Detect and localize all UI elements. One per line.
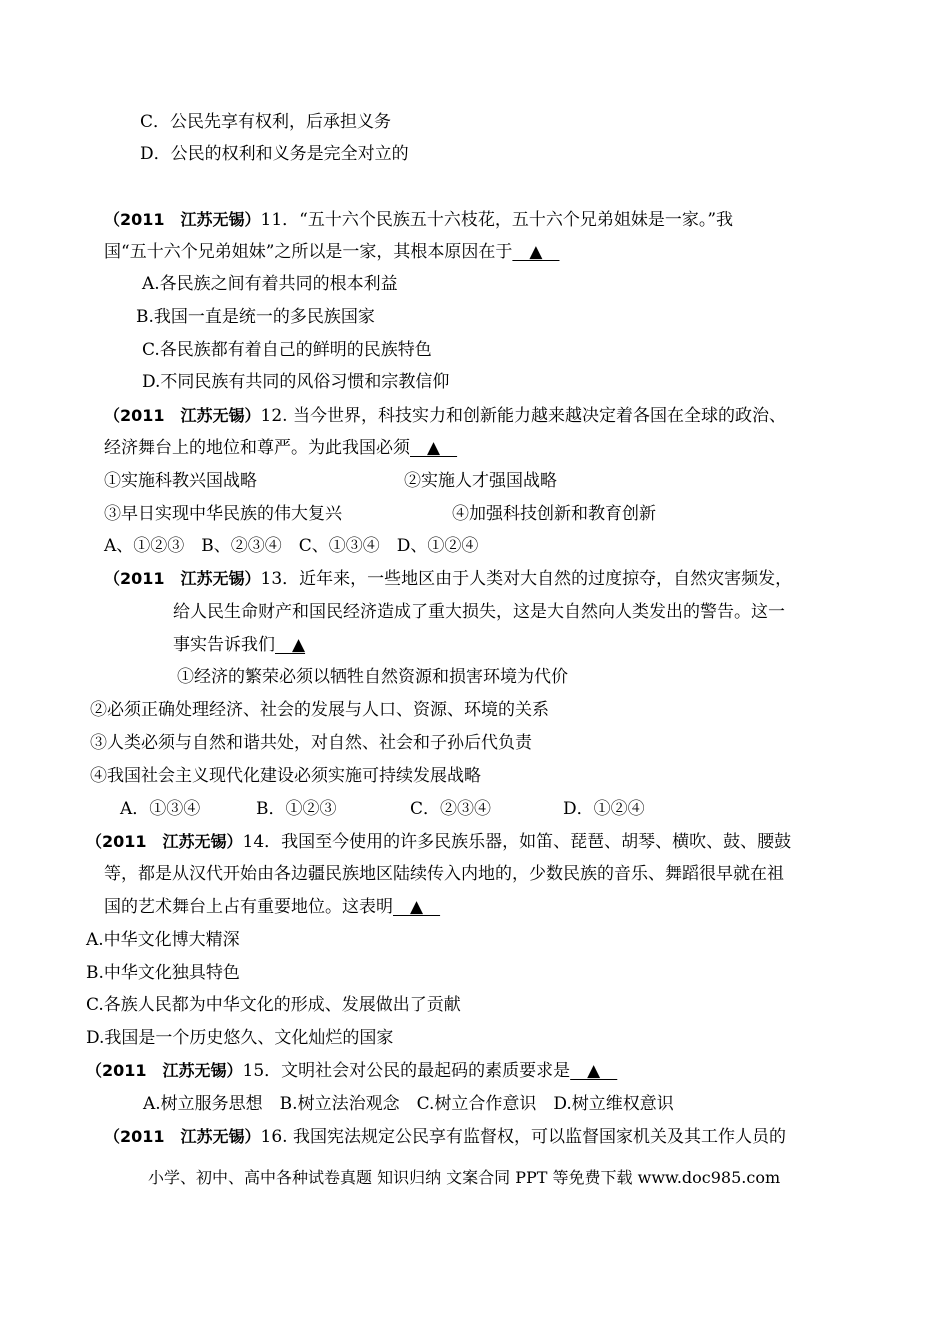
q12-answer-blank: ▲ — [410, 438, 458, 458]
q12-item-1: ①实施科教兴国战略 — [104, 471, 257, 491]
q16-source: （2011 江苏无锡） — [104, 1127, 261, 1146]
q13-choice-d: D．①②④ — [563, 799, 645, 819]
q11-option-b: B.我国一直是统一的多民族国家 — [136, 307, 375, 327]
q11-option-d: D.不同民族有共同的风俗习惯和宗教信仰 — [142, 372, 450, 392]
q14-stem-3: 国的艺术舞台上占有重要地位。这表明 — [104, 897, 393, 917]
q13-answer-blank: ▲ — [275, 635, 306, 655]
q10-option-d: D．公民的权利和义务是完全对立的 — [140, 144, 409, 164]
q13-item-4: ④我国社会主义现代化建设必须实施可持续发展战略 — [90, 766, 481, 786]
q12-source: （2011 江苏无锡） — [104, 406, 261, 425]
q13-item-3: ③人类必须与自然和谐共处，对自然、社会和子孙后代负责 — [90, 733, 532, 753]
q14-option-a: A.中华文化博大精深 — [86, 930, 240, 950]
q16-stem-line — [104, 1125, 786, 1149]
q11-option-a: A.各民族之间有着共同的根本利益 — [142, 274, 398, 294]
page-footer: 小学、初中、高中各种试卷真题 知识归纳 文案合同 PPT 等免费下载 www.doc985.com — [148, 1168, 781, 1187]
q14-option-c: C.各族人民都为中华文化的形成、发展做出了贡献 — [86, 995, 461, 1015]
q15-stem-line — [86, 1059, 617, 1083]
q13-choice-a: A．①③④ — [120, 799, 201, 819]
q11-stem-1: 11．“五十六个民族五十六枝花，五十六个兄弟姐妹是一家。”我 — [260, 210, 734, 230]
q11-option-c: C.各民族都有着自己的鲜明的民族特色 — [142, 340, 432, 360]
q12-item-4: ④加强科技创新和教育创新 — [452, 504, 656, 524]
q11-source: （2011 江苏无锡） — [104, 210, 261, 229]
q14-option-b: B.中华文化独具特色 — [86, 963, 240, 983]
q11-stem-line-2 — [104, 240, 559, 264]
q13-choice-c: C．②③④ — [410, 799, 492, 819]
q10-option-c: C．公民先享有权利，后承担义务 — [140, 112, 392, 132]
q12-item-3: ③早日实现中华民族的伟大复兴 — [104, 504, 342, 524]
q13-stem-3: 事实告诉我们 — [173, 635, 275, 655]
q12-item-2: ②实施人才强国战略 — [404, 471, 557, 491]
q14-answer-blank: ▲ — [393, 897, 441, 917]
q12-stem-line-2 — [104, 436, 457, 460]
q13-choice-b: B．①②③ — [256, 799, 337, 819]
q12-stem-line-1 — [104, 404, 786, 428]
q15-source: （2011 江苏无锡） — [86, 1061, 243, 1080]
q15-answer-blank: ▲ — [570, 1061, 618, 1081]
q13-source: （2011 江苏无锡） — [104, 569, 261, 588]
q13-item-1: ①经济的繁荣必须以牺牲自然资源和损害环境为代价 — [177, 667, 568, 687]
q11-stem-2: 国“五十六个兄弟姐妹”之所以是一家，其根本原因在于 — [104, 242, 513, 262]
q12-choices: A、①②③ B、②③④ C、①③④ D、①②④ — [104, 536, 479, 556]
q13-stem-2: 给人民生命财产和国民经济造成了重大损失，这是大自然向人类发出的警告。这一 — [173, 602, 785, 622]
q13-item-2: ②必须正确处理经济、社会的发展与人口、资源、环境的关系 — [90, 700, 549, 720]
q14-stem-line-1 — [86, 830, 791, 854]
q14-option-d: D.我国是一个历史悠久、文化灿烂的国家 — [86, 1028, 394, 1048]
q12-stem-1: 12. 当今世界，科技实力和创新能力越来越决定着各国在全球的政治、 — [260, 406, 786, 426]
q14-stem-line-3 — [104, 895, 440, 919]
q11-stem-line-1 — [104, 208, 733, 232]
q14-source: （2011 江苏无锡） — [86, 832, 243, 851]
q14-stem-2: 等，都是从汉代开始由各边疆民族地区陆续传入内地的，少数民族的音乐、舞蹈很早就在祖 — [104, 864, 784, 884]
q14-stem-1: 14．我国至今使用的许多民族乐器，如笛、琵琶、胡琴、横吹、鼓、腰鼓 — [242, 832, 792, 852]
q12-stem-2: 经济舞台上的地位和尊严。为此我国必须 — [104, 438, 410, 458]
q16-stem: 16. 我国宪法规定公民享有监督权，可以监督国家机关及其工作人员的 — [260, 1127, 786, 1147]
q13-stem-line-1 — [104, 567, 792, 591]
q11-answer-blank: ▲ — [512, 242, 560, 262]
q13-stem-line-3 — [173, 633, 305, 657]
q13-stem-1: 13．近年来，一些地区由于人类对大自然的过度掠夺，自然灾害频发， — [260, 569, 793, 589]
q15-stem: 15．文明社会对公民的最起码的素质要求是 — [242, 1061, 571, 1081]
q15-choices: A.树立服务思想 B.树立法治观念 C.树立合作意识 D.树立维权意识 — [143, 1094, 674, 1114]
